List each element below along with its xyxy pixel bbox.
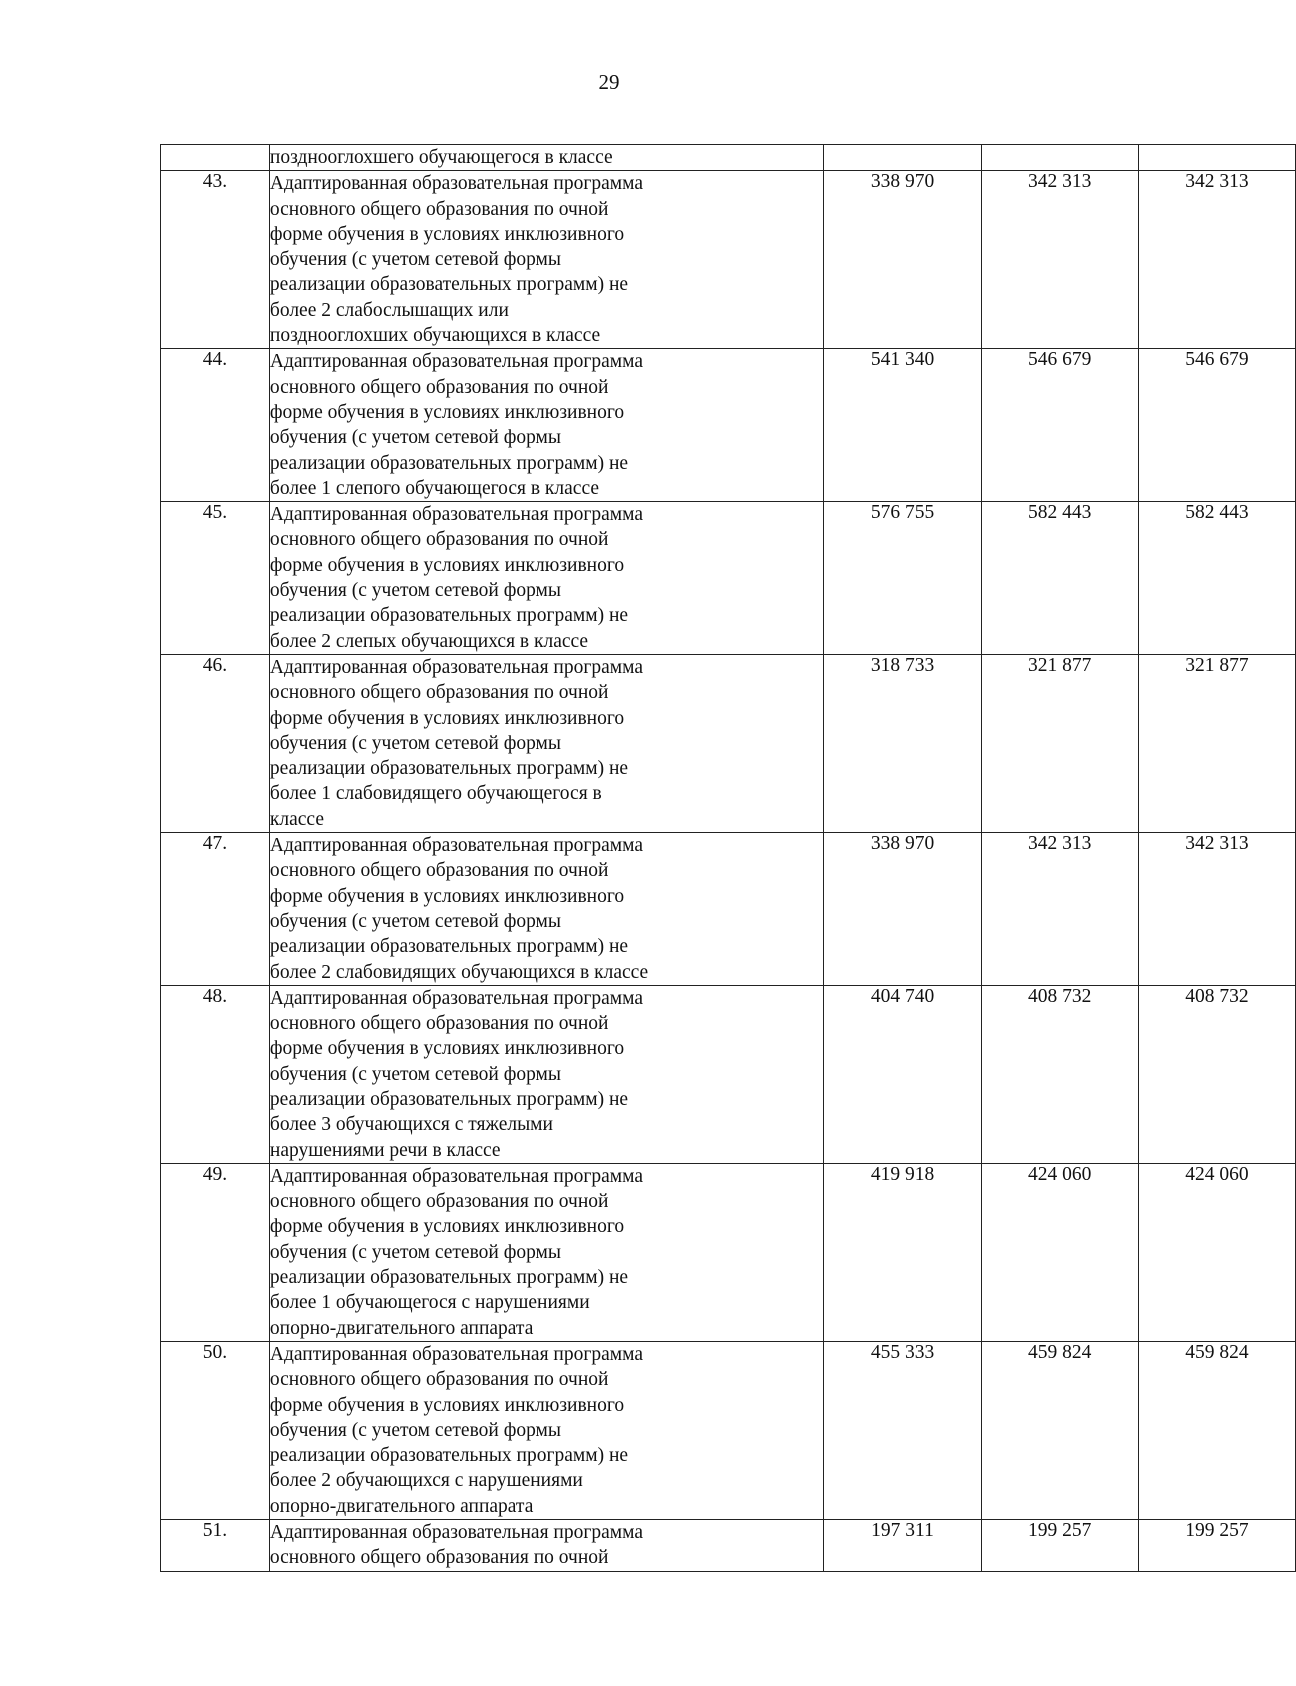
row-number: 50.: [202, 1341, 228, 1363]
program-name-line: реализации образовательных программ) не: [269, 1088, 629, 1110]
program-name-cell: [269, 349, 824, 502]
program-name-line: Адаптированная образовательная программа: [269, 987, 643, 1009]
program-name-line: реализации образовательных программ) не: [269, 605, 629, 627]
row-number-cell: [161, 1341, 270, 1519]
table-row: [161, 654, 1296, 832]
program-name-line: реализации образовательных программ) не: [269, 936, 629, 958]
table-row: [161, 171, 1296, 349]
program-name-line: обучения (с учетом сетевой формы: [269, 580, 561, 602]
program-name-line: более 3 обучающихся с тяжелыми: [269, 1114, 553, 1136]
value-cell-3: [1138, 1341, 1295, 1519]
program-name-cell: [269, 985, 824, 1163]
value: 424 060: [1028, 1163, 1092, 1185]
page-number: 29: [598, 70, 620, 94]
value: 342 313: [1028, 171, 1092, 193]
program-name-line: основного общего образования по очной: [269, 1191, 609, 1213]
program-name-line: более 2 слепых обучающихся в классе: [269, 630, 589, 652]
value: 546 679: [1185, 349, 1249, 371]
program-name-line: форме обучения в условиях инклюзивного: [269, 1394, 625, 1416]
row-number-cell: [161, 833, 270, 986]
value-cell-2: [981, 1163, 1138, 1341]
program-name-line: обучения (с учетом сетевой формы: [269, 427, 561, 449]
value-cell-1: [824, 502, 981, 655]
program-name-cell: [269, 502, 824, 655]
value-cell-1: [824, 171, 981, 349]
program-name-line: основного общего образования по очной: [269, 198, 609, 220]
value: 408 732: [1185, 985, 1249, 1007]
value: 318 733: [870, 654, 935, 676]
value-cell-2: [981, 985, 1138, 1163]
program-name-line: форме обучения в условиях инклюзивного: [269, 885, 625, 907]
value: 342 313: [1185, 171, 1249, 193]
value-cell-3: [1138, 654, 1295, 832]
value-cell-1: [824, 145, 981, 171]
program-name-line: Адаптированная образовательная программа: [269, 351, 643, 373]
value: 404 740: [870, 985, 935, 1007]
value-cell-2: [981, 349, 1138, 502]
value: 459 824: [1028, 1341, 1092, 1363]
value-cell-3: [1138, 171, 1295, 349]
row-number: 45.: [202, 502, 228, 524]
tariff-table-body: [161, 145, 1296, 1572]
program-name-line: форме обучения в условиях инклюзивного: [269, 401, 625, 423]
row-number: 43.: [202, 171, 228, 193]
program-name-line: опорно-двигательного аппарата: [269, 1317, 534, 1339]
program-name-line: обучения (с учетом сетевой формы: [269, 1063, 561, 1085]
row-number-cell: [161, 654, 270, 832]
program-name-line: основного общего образования по очной: [269, 860, 609, 882]
value-cell-3: [1138, 833, 1295, 986]
program-name-line: позднооглохшего обучающегося в классе: [269, 147, 613, 168]
program-name-line: обучения (с учетом сетевой формы: [269, 732, 561, 754]
program-name-line: нарушениями речи в классе: [269, 1139, 501, 1161]
program-name-line: более 1 слабовидящего обучающегося в: [269, 783, 602, 805]
value: 197 311: [871, 1520, 934, 1542]
table-row: [161, 833, 1296, 986]
table-row: [161, 985, 1296, 1163]
table-row: [161, 1520, 1296, 1572]
program-name-line: реализации образовательных программ) не: [269, 274, 629, 296]
program-name-line: основного общего образования по очной: [269, 376, 609, 398]
program-name-line: реализации образовательных программ) не: [269, 1267, 629, 1289]
value-cell-2: [981, 145, 1138, 171]
row-number: 44.: [202, 349, 228, 371]
value: 424 060: [1185, 1163, 1249, 1185]
value-cell-2: [981, 1520, 1138, 1572]
value-cell-3: [1138, 145, 1295, 171]
program-name-line: более 1 обучающегося с нарушениями: [269, 1292, 590, 1314]
program-name-cell: [269, 1163, 824, 1341]
value: 199 257: [1028, 1520, 1092, 1542]
program-name-line: более 1 слепого обучающегося в классе: [269, 477, 599, 499]
program-name-line: форме обучения в условиях инклюзивного: [269, 554, 625, 576]
value-cell-2: [981, 1341, 1138, 1519]
program-name-line: Адаптированная образовательная программа: [269, 1165, 643, 1187]
row-number-cell: [161, 145, 270, 171]
program-name-line: обучения (с учетом сетевой формы: [269, 1241, 561, 1263]
row-number-cell: [161, 1520, 270, 1572]
value: 455 333: [870, 1341, 935, 1363]
program-name-line: более 2 обучающихся с нарушениями: [269, 1470, 583, 1492]
value-cell-3: [1138, 1520, 1295, 1572]
program-name-line: Адаптированная образовательная программа: [269, 1522, 643, 1544]
program-name-cell: [269, 1520, 824, 1572]
value: 199 257: [1185, 1520, 1249, 1542]
row-number: 46.: [202, 654, 228, 676]
row-number: 47.: [202, 833, 228, 855]
table-row: [161, 1163, 1296, 1341]
row-number: 49.: [202, 1163, 228, 1185]
value-cell-1: [824, 833, 981, 986]
table-row: [161, 1341, 1296, 1519]
program-name-cell: [269, 1341, 824, 1519]
program-name-line: реализации образовательных программ) не: [269, 452, 629, 474]
value: 338 970: [870, 171, 935, 193]
value-cell-2: [981, 502, 1138, 655]
program-name-line: обучения (с учетом сетевой формы: [269, 249, 561, 271]
program-name-line: реализации образовательных программ) не: [269, 1445, 629, 1467]
program-name-line: более 2 слабовидящих обучающихся в классе: [269, 961, 649, 983]
row-number: 51.: [202, 1520, 228, 1542]
value: 342 313: [1028, 833, 1092, 855]
value-cell-3: [1138, 1163, 1295, 1341]
value: 408 732: [1028, 985, 1092, 1007]
program-name-line: основного общего образования по очной: [269, 529, 609, 551]
program-name-cell: [269, 145, 824, 171]
tariff-table: [160, 144, 1296, 1572]
program-name-cell: [269, 171, 824, 349]
program-name-line: основного общего образования по очной: [269, 1369, 609, 1391]
program-name-line: основного общего образования по очной: [269, 682, 609, 704]
value: 582 443: [1028, 502, 1092, 524]
program-name-line: позднооглохших обучающихся в классе: [269, 325, 601, 347]
program-name-line: форме обучения в условиях инклюзивного: [269, 1038, 625, 1060]
program-name-line: Адаптированная образовательная программа: [269, 173, 643, 195]
row-number-cell: [161, 349, 270, 502]
value: 419 918: [870, 1163, 935, 1185]
value-cell-2: [981, 654, 1138, 832]
value: 342 313: [1185, 833, 1249, 855]
row-number-cell: [161, 985, 270, 1163]
program-name-cell: [269, 833, 824, 986]
program-name-line: Адаптированная образовательная программа: [269, 835, 643, 857]
value-cell-1: [824, 349, 981, 502]
value: 459 824: [1185, 1341, 1249, 1363]
row-number: 48.: [202, 985, 228, 1007]
row-number-cell: [161, 1163, 270, 1341]
program-name-line: опорно-двигательного аппарата: [269, 1495, 534, 1517]
value: 541 340: [870, 349, 935, 371]
table-row: [161, 502, 1296, 655]
value-cell-2: [981, 833, 1138, 986]
value-cell-3: [1138, 502, 1295, 655]
value-cell-1: [824, 654, 981, 832]
value-cell-1: [824, 985, 981, 1163]
value: 546 679: [1028, 349, 1092, 371]
program-name-cell: [269, 654, 824, 832]
value-cell-3: [1138, 985, 1295, 1163]
table-row: [161, 349, 1296, 502]
value-cell-3: [1138, 349, 1295, 502]
program-name-line: обучения (с учетом сетевой формы: [269, 1419, 561, 1441]
program-name-line: основного общего образования по очной: [269, 1013, 609, 1035]
program-name-line: классе: [269, 808, 324, 830]
value: 582 443: [1185, 502, 1249, 524]
program-name-line: Адаптированная образовательная программа: [269, 656, 643, 678]
program-name-line: реализации образовательных программ) не: [269, 758, 629, 780]
program-name-line: форме обучения в условиях инклюзивного: [269, 707, 625, 729]
program-name-line: форме обучения в условиях инклюзивного: [269, 223, 625, 245]
value-cell-1: [824, 1341, 981, 1519]
value: 338 970: [870, 833, 935, 855]
continuation-row: [161, 145, 1296, 171]
program-name-line: основного общего образования по очной: [269, 1547, 609, 1569]
program-name-line: обучения (с учетом сетевой формы: [269, 910, 561, 932]
program-name-line: Адаптированная образовательная программа: [269, 1343, 643, 1365]
row-number-cell: [161, 502, 270, 655]
value-cell-2: [981, 171, 1138, 349]
value: 321 877: [1028, 654, 1092, 676]
row-number-cell: [161, 171, 270, 349]
value-cell-1: [824, 1520, 981, 1572]
value-cell-1: [824, 1163, 981, 1341]
program-name-line: более 2 слабослышащих или: [269, 299, 509, 321]
value: 576 755: [870, 502, 935, 524]
program-name-line: форме обучения в условиях инклюзивного: [269, 1216, 625, 1238]
program-name-line: Адаптированная образовательная программа: [269, 504, 643, 526]
value: 321 877: [1185, 654, 1249, 676]
